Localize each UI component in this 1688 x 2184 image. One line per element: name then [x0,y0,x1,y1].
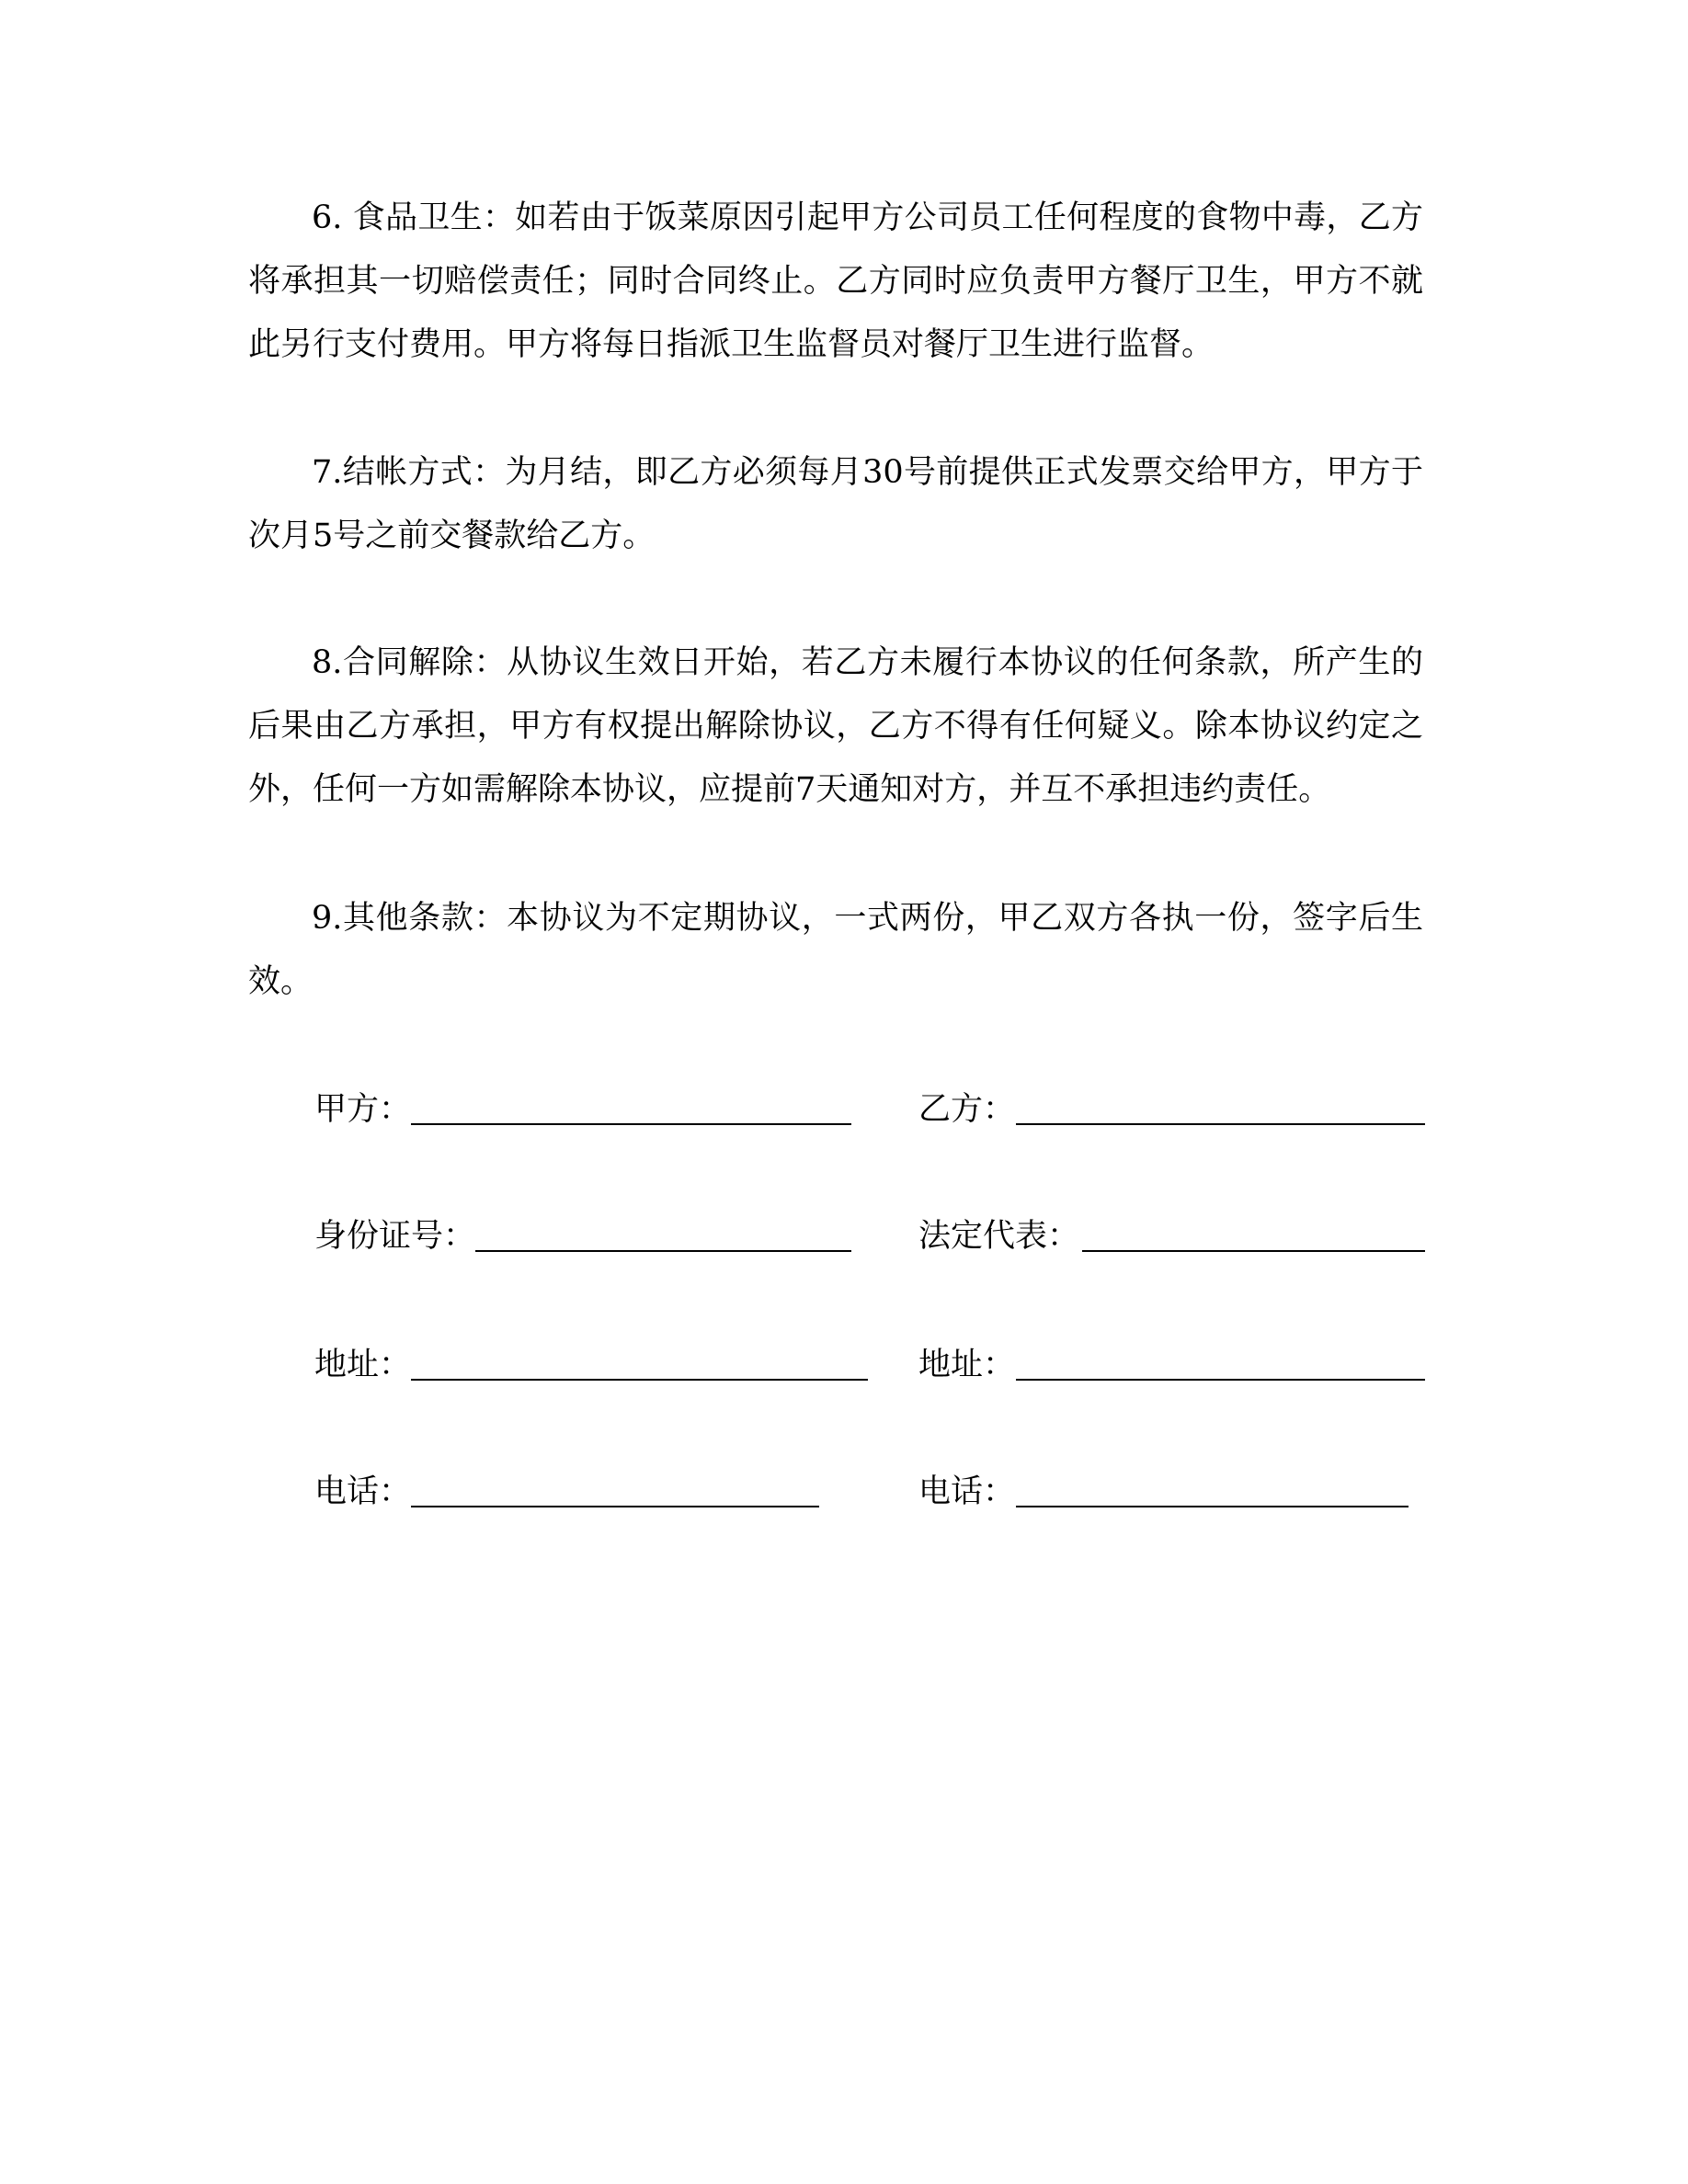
party-b-phone-line [1016,1506,1409,1507]
text-line: 后果由乙方承担，甲方有权提出解除协议，乙方不得有任何疑义。除本协议约定之 [248,708,1423,745]
party-a-signature-line [411,1123,851,1125]
party-b-address-label: 地址： [918,1347,1016,1383]
text-line: 此另行支付费用。甲方将每日指派卫生监督员对餐厅卫生进行监督。 [248,326,1215,363]
party-b-label: 乙方： [918,1091,1016,1128]
party-a-address-line [411,1379,868,1381]
text-line: 次月5号之前交餐款给乙方。 [248,518,656,554]
party-a-phone-label: 电话： [314,1473,412,1510]
party-a-phone-line [411,1506,819,1507]
party-b-signature-line [1016,1123,1425,1125]
text-line: 效。 [248,963,314,1000]
text-line: 7.结帐方式：为月结，即乙方必须每月30号前提供正式发票交给甲方，甲方于 [312,454,1423,491]
text-line: 将承担其一切赔偿责任；同时合同终止。乙方同时应负责甲方餐厅卫生，甲方不就 [248,263,1423,300]
text-line: 8.合同解除：从协议生效日开始，若乙方未履行本协议的任何条款，所产生的 [312,644,1423,681]
party-b-phone-label: 电话： [918,1473,1016,1510]
party-b-address-line [1016,1379,1425,1381]
legal-rep-line [1082,1250,1425,1252]
text-line: 外，任何一方如需解除本协议，应提前7天通知对方，并互不承担违约责任。 [248,771,1331,808]
party-a-label: 甲方： [314,1091,412,1128]
id-number-label: 身份证号： [314,1218,476,1255]
legal-rep-label: 法定代表： [918,1218,1080,1255]
text-line: 9.其他条款：本协议为不定期协议，一式两份，甲乙双方各执一份，签字后生 [312,900,1423,937]
id-number-line [475,1250,851,1252]
text-line: 6. 食品卫生：如若由于饭菜原因引起甲方公司员工任何程度的食物中毒，乙方 [312,199,1423,236]
party-a-address-label: 地址： [314,1347,412,1383]
